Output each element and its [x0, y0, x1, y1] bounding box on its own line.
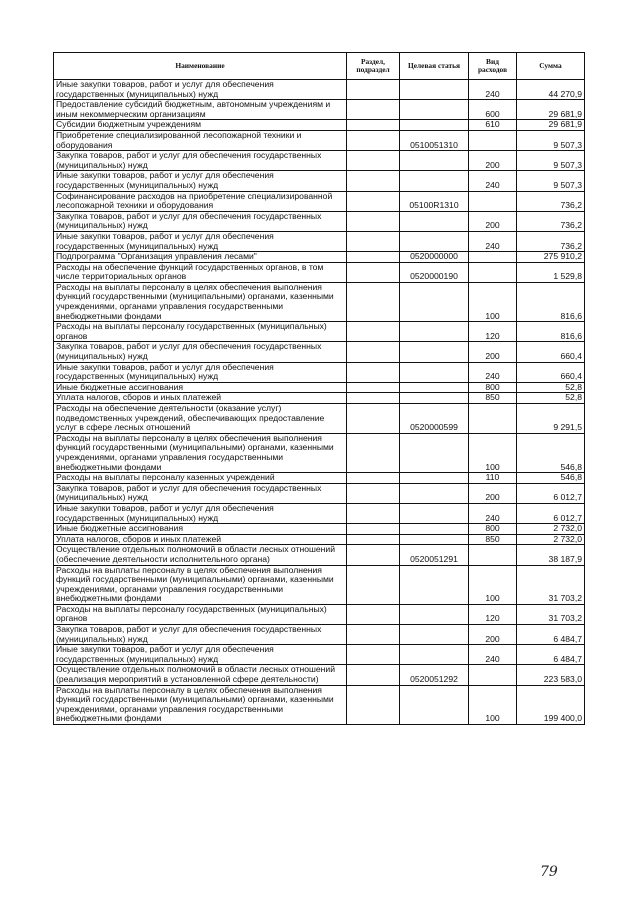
cell-type: 850: [469, 534, 517, 545]
cell-target: 0510051310: [400, 130, 469, 150]
cell-type: 200: [469, 483, 517, 503]
cell-type: 200: [469, 625, 517, 645]
cell-target: [400, 382, 469, 393]
cell-sum: 9 291,5: [517, 404, 585, 434]
cell-name: Иные закупки товаров, работ и услуг для обеспечения государственных (муниципальных) нужд: [54, 80, 347, 100]
cell-name: Осуществление отдельных полномочий в области лесных отношений (реализация мероприятий в установленной сфере деятельности): [54, 665, 347, 685]
cell-section: [347, 80, 400, 100]
table-row: [54, 80, 585, 100]
cell-sum: 736,2: [517, 211, 585, 231]
cell-type: 240: [469, 503, 517, 523]
cell-name: Предоставление субсидий бюджетным, автономным учреждениям и иным некоммерческим организациям: [54, 100, 347, 120]
cell-target: 05100R1310: [400, 191, 469, 211]
cell-section: [347, 565, 400, 604]
cell-name: Осуществление отдельных полномочий в области лесных отношений (обеспечение деятельности исполнительного органа): [54, 545, 347, 565]
cell-sum: 38 187,9: [517, 545, 585, 565]
cell-target: [400, 393, 469, 404]
table-row: [54, 382, 585, 393]
cell-sum: 44 270,9: [517, 80, 585, 100]
cell-type: 610: [469, 120, 517, 131]
cell-type: 120: [469, 322, 517, 342]
cell-section: [347, 685, 400, 724]
table-row: [54, 393, 585, 404]
cell-sum: 816,6: [517, 322, 585, 342]
table-row: [54, 211, 585, 231]
table-row: [54, 404, 585, 434]
cell-target: [400, 171, 469, 191]
cell-target: [400, 282, 469, 321]
table-row: [54, 473, 585, 484]
cell-name: Иные закупки товаров, работ и услуг для обеспечения государственных (муниципальных) нужд: [54, 362, 347, 382]
cell-name: Иные бюджетные ассигнования: [54, 524, 347, 535]
table-row: [54, 565, 585, 604]
cell-name: Расходы на выплаты персоналу государственных (муниципальных) органов: [54, 322, 347, 342]
cell-name: Расходы на выплаты персоналу в целях обеспечения выполнения функций государственными (муниципальными) органами, казенными учреждениями, органами управления государственными внебюджетными фондами: [54, 433, 347, 472]
table-header-row: [54, 53, 585, 80]
cell-section: [347, 393, 400, 404]
cell-name: Иные закупки товаров, работ и услуг для обеспечения государственных (муниципальных) нужд: [54, 645, 347, 665]
table-row: [54, 503, 585, 523]
cell-name: Уплата налогов, сборов и иных платежей: [54, 534, 347, 545]
cell-type: 100: [469, 282, 517, 321]
cell-type: 240: [469, 645, 517, 665]
cell-sum: 546,8: [517, 433, 585, 472]
page-number: 79: [540, 864, 558, 880]
cell-name: Приобретение специализированной лесопожарной техники и оборудования: [54, 130, 347, 150]
cell-name: Иные закупки товаров, работ и услуг для обеспечения государственных (муниципальных) нужд: [54, 503, 347, 523]
cell-section: [347, 545, 400, 565]
cell-type: 240: [469, 80, 517, 100]
cell-target: 0520051291: [400, 545, 469, 565]
cell-name: Подпрограмма "Организация управления лесами": [54, 252, 347, 263]
cell-name: Расходы на выплаты персоналу казенных учреждений: [54, 473, 347, 484]
table-row: [54, 604, 585, 624]
table-row: [54, 645, 585, 665]
cell-sum: 2 732,0: [517, 524, 585, 535]
header-section: Раздел, подраздел: [347, 53, 400, 80]
cell-sum: 31 703,2: [517, 604, 585, 624]
cell-type: 240: [469, 362, 517, 382]
cell-sum: 9 507,3: [517, 151, 585, 171]
cell-name: Расходы на выплаты персоналу в целях обеспечения выполнения функций государственными (муниципальными) органами, казенными учреждениями, органами управления государственными внебюджетными фондами: [54, 565, 347, 604]
cell-sum: 52,8: [517, 393, 585, 404]
cell-name: Расходы на выплаты персоналу в целях обеспечения выполнения функций государственными (муниципальными) органами, казенными учреждениями, органами управления государственными внебюджетными фондами: [54, 685, 347, 724]
cell-section: [347, 262, 400, 282]
cell-type: [469, 252, 517, 263]
table-row: [54, 685, 585, 724]
table-row: [54, 433, 585, 472]
cell-type: 850: [469, 393, 517, 404]
cell-sum: 29 681,9: [517, 120, 585, 131]
cell-target: [400, 483, 469, 503]
cell-name: Закупка товаров, работ и услуг для обеспечения государственных (муниципальных) нужд: [54, 211, 347, 231]
cell-target: [400, 151, 469, 171]
cell-name: Расходы на обеспечение функций государственных органов, в том числе территориальных органов: [54, 262, 347, 282]
cell-name: Закупка товаров, работ и услуг для обеспечения государственных (муниципальных) нужд: [54, 483, 347, 503]
table-row: [54, 665, 585, 685]
cell-target: 0520051292: [400, 665, 469, 685]
table-row: [54, 262, 585, 282]
cell-name: Расходы на обеспечение деятельности (оказание услуг) подведомственных учреждений, обеспечивающих предоставление услуг в сфере лесных отношений: [54, 404, 347, 434]
cell-target: [400, 604, 469, 624]
cell-section: [347, 120, 400, 131]
table-row: [54, 120, 585, 131]
cell-section: [347, 604, 400, 624]
cell-sum: 6 484,7: [517, 645, 585, 665]
cell-target: [400, 503, 469, 523]
cell-name: Закупка товаров, работ и услуг для обеспечения государственных (муниципальных) нужд: [54, 625, 347, 645]
cell-type: 120: [469, 604, 517, 624]
cell-type: [469, 262, 517, 282]
cell-name: Иные закупки товаров, работ и услуг для обеспечения государственных (муниципальных) нужд: [54, 231, 347, 251]
budget-table: [53, 52, 585, 725]
cell-target: 0520000000: [400, 252, 469, 263]
cell-sum: 546,8: [517, 473, 585, 484]
cell-type: 200: [469, 151, 517, 171]
cell-type: 600: [469, 100, 517, 120]
cell-type: 100: [469, 685, 517, 724]
cell-target: [400, 473, 469, 484]
table-row: [54, 545, 585, 565]
cell-sum: 9 507,3: [517, 171, 585, 191]
table-row: [54, 524, 585, 535]
cell-sum: 199 400,0: [517, 685, 585, 724]
cell-section: [347, 362, 400, 382]
cell-sum: 816,6: [517, 282, 585, 321]
cell-target: [400, 433, 469, 472]
cell-type: [469, 130, 517, 150]
table-row: [54, 362, 585, 382]
cell-sum: 31 703,2: [517, 565, 585, 604]
cell-section: [347, 625, 400, 645]
cell-sum: 6 484,7: [517, 625, 585, 645]
cell-section: [347, 191, 400, 211]
table-row: [54, 231, 585, 251]
cell-name: Расходы на выплаты персоналу в целях обеспечения выполнения функций государственными (муниципальными) органами, казенными учреждениями, органами управления государственными внебюджетными фондами: [54, 282, 347, 321]
header-name: Наименование: [54, 53, 347, 80]
cell-section: [347, 231, 400, 251]
cell-section: [347, 151, 400, 171]
table-body: [54, 80, 585, 725]
table-row: [54, 151, 585, 171]
cell-target: [400, 524, 469, 535]
cell-sum: 6 012,7: [517, 483, 585, 503]
cell-target: [400, 534, 469, 545]
table-row: [54, 130, 585, 150]
cell-section: [347, 382, 400, 393]
cell-sum: 660,4: [517, 342, 585, 362]
cell-section: [347, 433, 400, 472]
table-row: [54, 342, 585, 362]
budget-document: [53, 52, 584, 725]
cell-sum: 52,8: [517, 382, 585, 393]
table-row: [54, 191, 585, 211]
cell-name: Уплата налогов, сборов и иных платежей: [54, 393, 347, 404]
header-sum: Сумма: [517, 53, 585, 80]
cell-target: 0520000599: [400, 404, 469, 434]
cell-target: [400, 625, 469, 645]
cell-section: [347, 524, 400, 535]
cell-type: 100: [469, 433, 517, 472]
cell-type: 200: [469, 342, 517, 362]
cell-type: [469, 191, 517, 211]
cell-target: [400, 211, 469, 231]
cell-type: 800: [469, 524, 517, 535]
cell-type: 240: [469, 171, 517, 191]
cell-section: [347, 534, 400, 545]
table-row: [54, 282, 585, 321]
cell-section: [347, 342, 400, 362]
cell-name: Софинансирование расходов на приобретение специализированной лесопожарной техники и оборудования: [54, 191, 347, 211]
cell-target: [400, 120, 469, 131]
cell-target: [400, 80, 469, 100]
cell-target: [400, 565, 469, 604]
cell-target: [400, 100, 469, 120]
cell-sum: 736,2: [517, 191, 585, 211]
cell-section: [347, 130, 400, 150]
cell-name: Закупка товаров, работ и услуг для обеспечения государственных (муниципальных) нужд: [54, 342, 347, 362]
cell-sum: 2 732,0: [517, 534, 585, 545]
header-type: Вид расходов: [469, 53, 517, 80]
cell-type: [469, 545, 517, 565]
table-row: [54, 534, 585, 545]
cell-sum: 660,4: [517, 362, 585, 382]
table-row: [54, 483, 585, 503]
cell-target: [400, 322, 469, 342]
cell-section: [347, 645, 400, 665]
cell-section: [347, 322, 400, 342]
cell-type: 200: [469, 211, 517, 231]
table-row: [54, 100, 585, 120]
cell-sum: 275 910,2: [517, 252, 585, 263]
cell-sum: 223 583,0: [517, 665, 585, 685]
cell-target: [400, 685, 469, 724]
table-row: [54, 171, 585, 191]
cell-target: 0520000190: [400, 262, 469, 282]
cell-section: [347, 483, 400, 503]
cell-name: Иные бюджетные ассигнования: [54, 382, 347, 393]
cell-section: [347, 404, 400, 434]
cell-target: [400, 342, 469, 362]
cell-section: [347, 171, 400, 191]
cell-type: 100: [469, 565, 517, 604]
cell-sum: 736,2: [517, 231, 585, 251]
table-row: [54, 322, 585, 342]
cell-type: [469, 404, 517, 434]
cell-target: [400, 645, 469, 665]
cell-section: [347, 473, 400, 484]
cell-name: Расходы на выплаты персоналу государственных (муниципальных) органов: [54, 604, 347, 624]
cell-target: [400, 362, 469, 382]
cell-section: [347, 100, 400, 120]
cell-name: Иные закупки товаров, работ и услуг для обеспечения государственных (муниципальных) нужд: [54, 171, 347, 191]
table-row: [54, 252, 585, 263]
cell-section: [347, 211, 400, 231]
cell-type: 110: [469, 473, 517, 484]
cell-section: [347, 252, 400, 263]
cell-sum: 1 529,8: [517, 262, 585, 282]
cell-section: [347, 503, 400, 523]
table-row: [54, 625, 585, 645]
cell-section: [347, 665, 400, 685]
cell-target: [400, 231, 469, 251]
cell-section: [347, 282, 400, 321]
cell-type: 800: [469, 382, 517, 393]
cell-type: [469, 665, 517, 685]
cell-name: Субсидии бюджетным учреждениям: [54, 120, 347, 131]
cell-sum: 6 012,7: [517, 503, 585, 523]
cell-sum: 9 507,3: [517, 130, 585, 150]
cell-type: 240: [469, 231, 517, 251]
header-target: Целевая статья: [400, 53, 469, 80]
cell-sum: 29 681,9: [517, 100, 585, 120]
cell-name: Закупка товаров, работ и услуг для обеспечения государственных (муниципальных) нужд: [54, 151, 347, 171]
